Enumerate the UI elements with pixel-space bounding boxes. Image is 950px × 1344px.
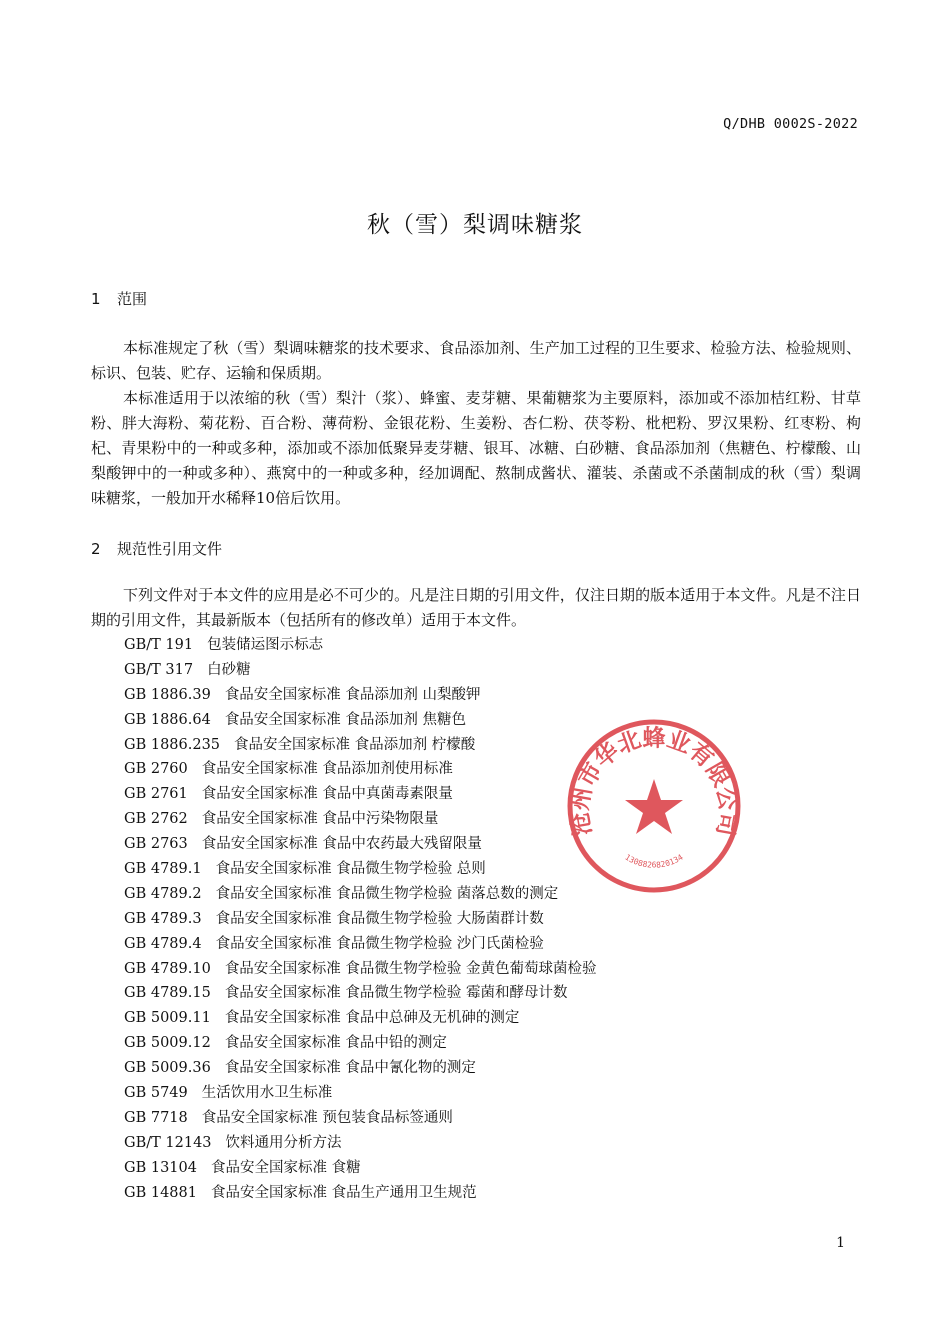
reference-title: 食品安全国家标准 食品中农药最大残留限量 [201,836,482,853]
reference-item [124,1181,597,1206]
reference-title: 食品安全国家标准 食品微生物学检验 霉菌和酵母计数 [224,985,568,1002]
section-1-heading [91,288,147,309]
reference-item [124,633,597,658]
reference-item [124,1031,597,1056]
reference-item [124,782,597,807]
document-title: 秋（雪）梨调味糖浆 [367,212,583,238]
section-title: 规范性引用文件 [117,540,223,558]
reference-item [124,857,597,882]
reference-code: GB 13104 [124,1159,197,1176]
reference-title: 食品安全国家标准 食品中铅的测定 [224,1035,447,1052]
reference-title: 食品安全国家标准 食品添加剂 柠檬酸 [234,736,476,753]
reference-title: 食品安全国家标准 食品添加剂使用标准 [201,761,453,778]
reference-code: GB 5009.12 [124,1035,211,1052]
reference-code: GB/T 317 [124,661,194,678]
reference-title: 食品安全国家标准 食品微生物学检验 金黄色葡萄球菌检验 [224,960,597,977]
reference-title: 生活饮用水卫生标准 [201,1085,333,1102]
reference-title: 食品安全国家标准 食品添加剂 山梨酸钾 [224,686,481,703]
paragraph: 本标准规定了秋（雪）梨调味糖浆的技术要求、食品添加剂、生产加工过程的卫生要求、检验方法、检验规则、标识、包装、贮存、运输和保质期。 [91,339,861,382]
reference-code: GB 2762 [124,811,188,828]
reference-title: 食品安全国家标准 食品添加剂 焦糖色 [224,711,467,728]
reference-item [124,1106,597,1131]
section-number: 1 [91,290,101,308]
reference-item [124,981,597,1006]
reference-item [124,708,597,733]
reference-code: GB 4789.10 [124,960,211,977]
reference-item [124,658,597,683]
reference-item [124,1156,597,1181]
reference-title: 食品安全国家标准 食品微生物学检验 大肠菌群计数 [215,910,544,927]
reference-title: 食品安全国家标准 食品中污染物限量 [201,811,439,828]
reference-code: GB 4789.15 [124,985,211,1002]
reference-item [124,1131,597,1156]
reference-title: 食品安全国家标准 食品微生物学检验 沙门氏菌检验 [215,935,544,952]
reference-title: 食品安全国家标准 食品中真菌毒素限量 [201,786,453,803]
reference-code: GB 4789.4 [124,935,202,952]
reference-code: GB 4789.2 [124,885,202,902]
reference-code: GB 5009.11 [124,1010,211,1027]
reference-code: GB 1886.235 [124,736,221,753]
reference-code: GB 1886.39 [124,686,211,703]
reference-title: 食品安全国家标准 食品中氰化物的测定 [224,1060,476,1077]
reference-item [124,832,597,857]
paragraph: 下列文件对于本文件的应用是必不可少的。凡是注日期的引用文件，仅注日期的版本适用于本文件。凡是不注日期的引用文件，其最新版本（包括所有的修改单）适用于本文件。 [91,586,861,629]
reference-item [124,733,597,758]
company-seal [564,716,744,896]
reference-code: GB 2763 [124,836,188,853]
reference-code: GB 2761 [124,786,188,803]
seal-number: 1308826820134 [623,852,685,870]
reference-code: GB 4789.1 [124,861,202,878]
reference-code: GB 5009.36 [124,1060,211,1077]
reference-code: GB 14881 [124,1184,197,1201]
reference-title: 饮料通用分析方法 [225,1134,342,1151]
reference-item [124,1056,597,1081]
reference-code: GB 1886.64 [124,711,211,728]
paragraph: 本标准适用于以浓缩的秋（雪）梨汁（浆）、蜂蜜、麦芽糖、果葡糖浆为主要原料，添加或不添加桔红粉、甘草粉、胖大海粉、菊花粉、百合粉、薄荷粉、金银花粉、生姜粉、杏仁粉、茯苓粉、枇杷粉、罗汉果粉、红枣粉、枸杞、青果粉中的一种或多种，添加或不添加低聚异麦芽糖、银耳、冰糖、白砂糖、食品添加剂（焦糖色、柠檬酸、山梨酸钾中的一种或多种）、燕窝中的一种或多种，经加调配、熬制成酱状、灌装、杀菌或不杀菌制成的秋（雪）梨调味糖浆，一般加开水稀释10倍后饮用。 [91,389,861,507]
seal-star-icon [625,779,683,834]
reference-item [124,882,597,907]
section-number: 2 [91,540,101,558]
reference-title: 食品安全国家标准 食品生产通用卫生规范 [210,1184,477,1201]
reference-item [124,1006,597,1031]
reference-title: 食品安全国家标准 食糖 [210,1159,361,1176]
reference-list [124,633,597,1205]
reference-title: 包装储运图示标志 [207,637,324,653]
reference-title: 食品安全国家标准 预包装食品标签通则 [201,1109,453,1126]
reference-item [124,683,597,708]
reference-title: 食品安全国家标准 食品微生物学检验 菌落总数的测定 [215,885,559,902]
reference-code: GB/T 12143 [124,1134,212,1151]
reference-code: GB 2760 [124,761,188,778]
reference-title: 食品安全国家标准 食品微生物学检验 总则 [215,861,486,878]
reference-item [124,957,597,982]
reference-code: GB 5749 [124,1085,188,1102]
reference-title: 白砂糖 [207,661,251,678]
section-title: 范围 [117,290,148,308]
document-code: Q/DHB 0002S-2022 [723,116,858,132]
reference-item [124,1081,597,1106]
section-2-heading [91,538,222,559]
reference-item [124,932,597,957]
reference-title: 食品安全国家标准 食品中总砷及无机砷的测定 [224,1010,520,1027]
reference-item [124,807,597,832]
reference-code: GB 4789.3 [124,910,202,927]
reference-item [124,757,597,782]
reference-code: GB 7718 [124,1109,188,1126]
page-number: 1 [836,1235,845,1251]
reference-item [124,907,597,932]
seal-company-name: 沧州市华北蜂业有限公司 [567,725,741,838]
reference-code: GB/T 191 [124,637,194,653]
